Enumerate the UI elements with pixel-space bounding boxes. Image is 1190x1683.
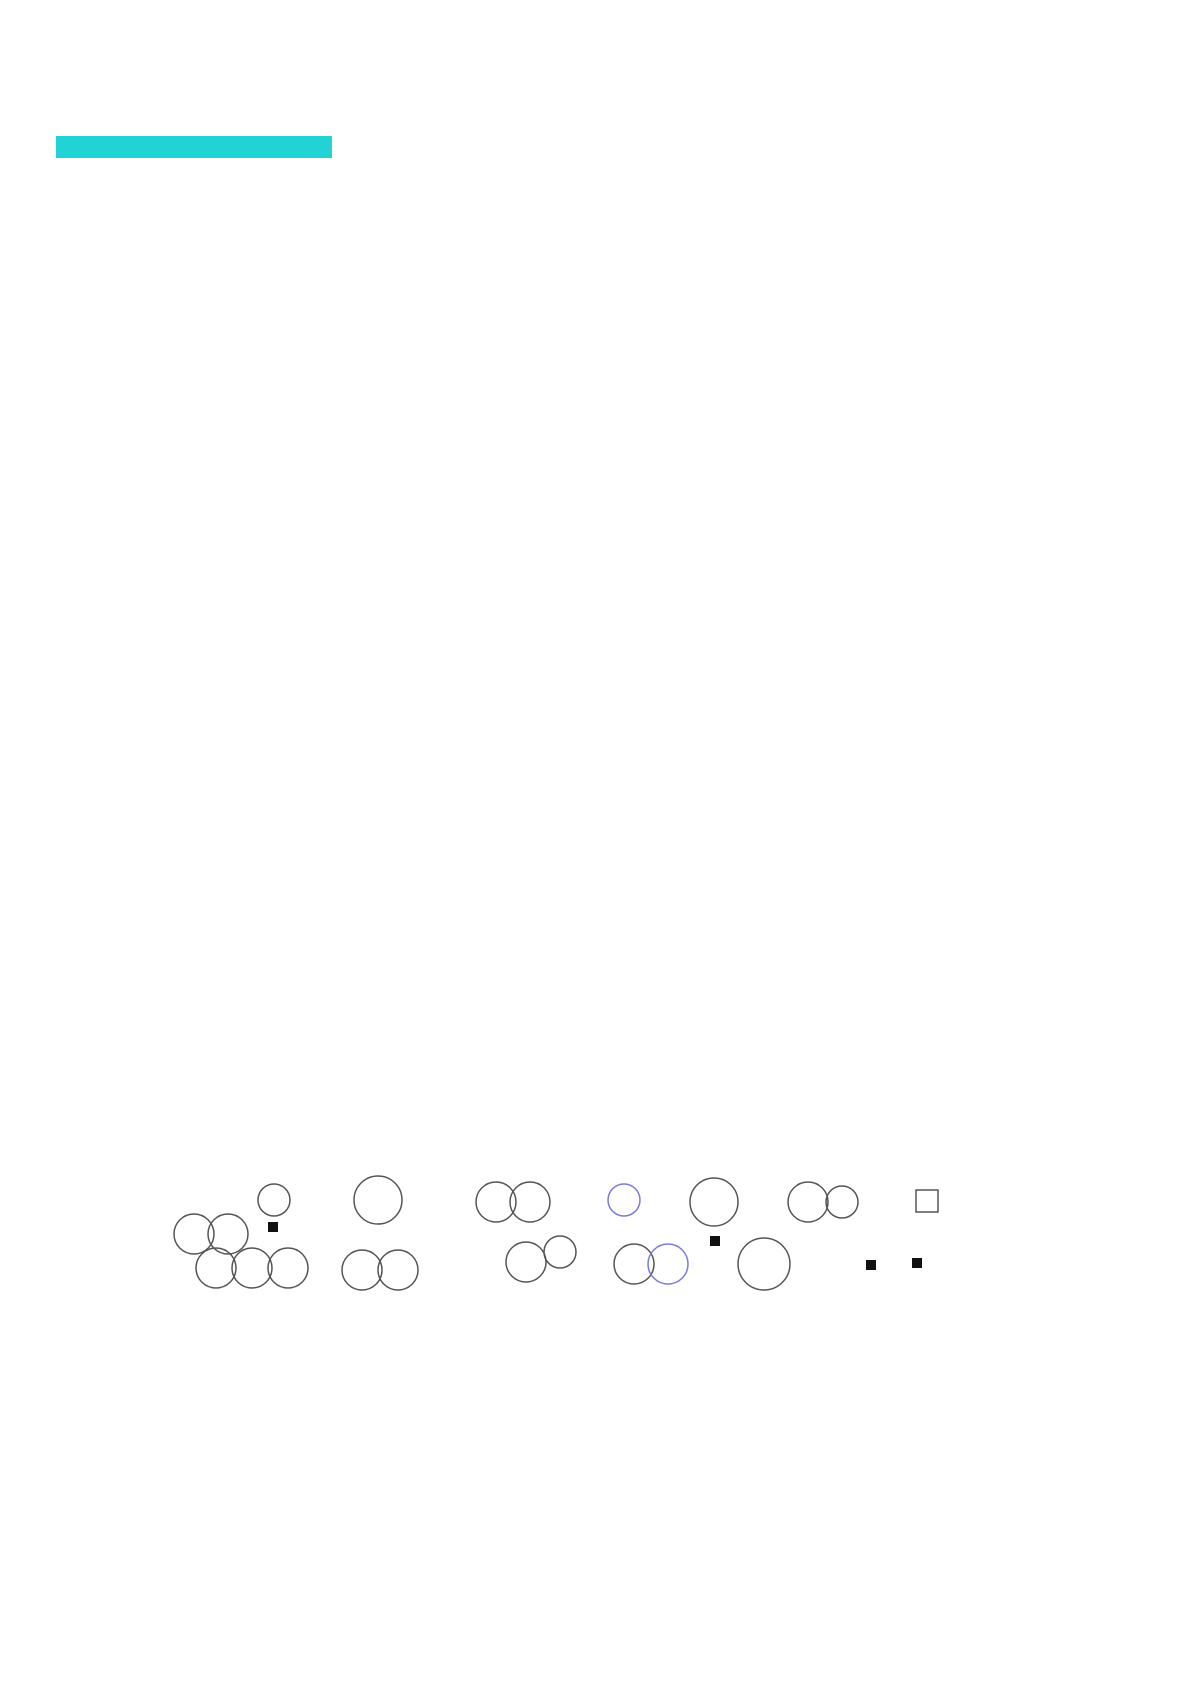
list-item bbox=[56, 328, 1132, 352]
intro-paragraph bbox=[56, 68, 1132, 116]
closing-line bbox=[56, 1428, 1132, 1452]
list-item bbox=[56, 592, 1132, 616]
list-item bbox=[56, 232, 1132, 256]
question-item bbox=[56, 1018, 1132, 1042]
ring-structure bbox=[378, 1250, 418, 1290]
subheading-1 bbox=[56, 208, 1132, 232]
list-item bbox=[56, 904, 1132, 928]
atom-marker bbox=[866, 1260, 876, 1270]
ring-structure bbox=[196, 1248, 236, 1288]
document-content bbox=[56, 68, 1132, 1452]
ring-structure bbox=[268, 1248, 308, 1288]
ring-structure bbox=[826, 1186, 858, 1218]
list-item bbox=[56, 760, 1132, 784]
closing-paragraph bbox=[56, 1356, 1132, 1428]
list-item bbox=[56, 736, 1132, 760]
list-item bbox=[56, 376, 1132, 400]
ring-structure bbox=[738, 1238, 790, 1290]
list-item bbox=[56, 496, 1132, 520]
list-item bbox=[56, 448, 1132, 472]
subheading-2 bbox=[56, 994, 1132, 1018]
atom-marker bbox=[912, 1258, 922, 1268]
list-item bbox=[56, 280, 1132, 304]
numbered-list bbox=[56, 232, 1132, 976]
ring-structure bbox=[354, 1176, 402, 1224]
list-item bbox=[56, 784, 1132, 808]
atom-marker bbox=[710, 1236, 720, 1246]
list-item bbox=[56, 352, 1132, 376]
question-list bbox=[56, 1018, 1132, 1162]
ring-structure bbox=[544, 1236, 576, 1268]
section-intro bbox=[56, 166, 1132, 190]
list-item bbox=[56, 712, 1132, 736]
ring-structure bbox=[232, 1248, 272, 1288]
ring-structure bbox=[258, 1184, 290, 1216]
list-item bbox=[56, 568, 1132, 592]
question-item bbox=[56, 1138, 1132, 1162]
ring-structure bbox=[608, 1184, 640, 1216]
list-item bbox=[56, 952, 1132, 976]
list-item bbox=[56, 688, 1132, 712]
ring-structure bbox=[506, 1242, 546, 1282]
list-item bbox=[56, 520, 1132, 544]
ring-structure bbox=[788, 1182, 828, 1222]
list-item bbox=[56, 928, 1132, 952]
list-item bbox=[56, 856, 1132, 880]
chemical-structures-figure bbox=[56, 1172, 1132, 1312]
ring-structure bbox=[342, 1250, 382, 1290]
list-item bbox=[56, 880, 1132, 904]
ring-structure bbox=[916, 1190, 938, 1212]
list-item bbox=[56, 832, 1132, 856]
list-item bbox=[56, 400, 1132, 424]
list-item bbox=[56, 256, 1132, 280]
list-item bbox=[56, 808, 1132, 832]
list-item bbox=[56, 304, 1132, 328]
list-item bbox=[56, 616, 1132, 640]
list-item bbox=[56, 640, 1132, 664]
list-item bbox=[56, 664, 1132, 688]
section-heading-text bbox=[56, 136, 332, 158]
question-item bbox=[56, 1042, 1132, 1066]
list-item bbox=[56, 544, 1132, 568]
ring-structure bbox=[690, 1178, 738, 1226]
section-heading bbox=[56, 136, 1132, 166]
question-item bbox=[56, 1114, 1132, 1138]
list-item bbox=[56, 424, 1132, 448]
atom-marker bbox=[268, 1222, 278, 1232]
question-item bbox=[56, 1066, 1132, 1090]
list-item bbox=[56, 472, 1132, 496]
question-item bbox=[56, 1090, 1132, 1114]
